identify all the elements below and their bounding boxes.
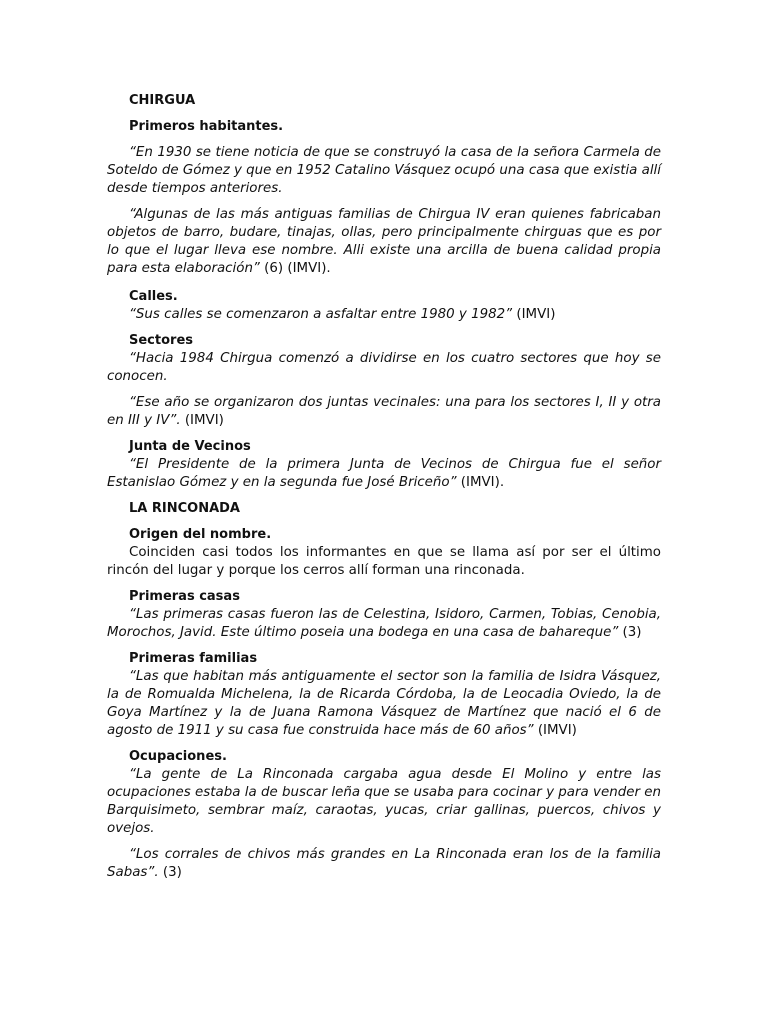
citation-ref: (3)	[618, 625, 642, 640]
heading-origen-del-nombre: Origen del nombre.	[129, 527, 272, 542]
citation-ref: (IMVI)	[533, 723, 577, 738]
citation-ref: (6) (IMVI).	[259, 261, 331, 276]
quote-text: “Las primeras casas fueron las de Celestina, Isidoro, Carmen, Tobias, Cenobia, Morochos, Javid. Este último poseia una bodega en una casa de bahareque”	[107, 607, 661, 640]
quote-text: “Sus calles se comenzaron a asfaltar entre 1980 y 1982”	[129, 307, 513, 322]
paragraph-ocupaciones-2	[107, 846, 661, 882]
paragraph-origen: Coinciden casi todos los informantes en que se llama así por ser el último rincón del lugar y porque los cerros allí forman una rinconada.	[107, 545, 661, 578]
quote-text: “En 1930 se tiene noticia de que se construyó la casa de la señora Carmela de Soteldo de Gómez y que en 1952 Catalino Vásquez ocupó una casa que existia allí desde tiempos anteriores.	[107, 145, 661, 196]
heading-sectores: Sectores	[129, 333, 193, 348]
heading-primeras-familias: Primeras familias	[129, 651, 258, 666]
paragraph-ocupaciones-1	[107, 766, 661, 838]
paragraph-primeras-casas	[107, 606, 661, 642]
quote-text: “Hacia 1984 Chirgua comenzó a dividirse en los cuatro sectores que hoy se conocen.	[107, 351, 661, 384]
heading-primeros-habitantes: Primeros habitantes.	[129, 119, 284, 134]
quote-text: “La gente de La Rinconada cargaba agua desde El Molino y entre las ocupaciones estaba la de buscar leña que se usaba para cocinar y para vender en Barquisimeto, sembrar maíz, caraotas, yucas, criar gallinas, puercos, chivos y ovejos.	[107, 767, 661, 836]
text-column	[107, 92, 661, 882]
heading-ocupaciones: Ocupaciones.	[129, 749, 227, 764]
citation-ref: (IMVI)	[512, 307, 556, 322]
paragraph-primeras-familias	[107, 668, 661, 740]
heading-calles: Calles.	[129, 289, 178, 304]
citation-ref: (IMVI)	[180, 413, 224, 428]
quote-text: “Las que habitan más antiguamente el sector son la familia de Isidra Vásquez, la de Romualda Michelena, la de Ricarda Córdoba, la de Leocadia Oviedo, la de Goya Martínez y la de Juana Ramona Vásquez de Martínez que nació el 6 de agosto de 1911 y su casa fue construida hace más de 60 años”	[107, 669, 661, 738]
paragraph-primeros-habitantes-2	[107, 206, 661, 278]
quote-text: “Algunas de las más antiguas familias de Chirgua IV eran quienes fabricaban objetos de barro, budare, tinajas, ollas, pero principalmente chirguas que es por lo que el lugar lleva ese nombre. Alli existe una arcilla de buena calidad propia para esta elaboración”	[107, 207, 661, 276]
paragraph-calles	[107, 306, 661, 324]
heading-primeras-casas: Primeras casas	[129, 589, 240, 604]
paragraph-junta	[107, 456, 661, 492]
section-title-chirgua: CHIRGUA	[129, 93, 196, 108]
paragraph-sectores-1	[107, 350, 661, 386]
heading-junta-de-vecinos: Junta de Vecinos	[129, 439, 251, 454]
quote-text: “Ese año se organizaron dos juntas vecinales: una para los sectores I, II y otra en III y IV”.	[107, 395, 661, 428]
paragraph-sectores-2	[107, 394, 661, 430]
quote-text: “Los corrales de chivos más grandes en La Rinconada eran los de la familia Sabas”.	[107, 847, 661, 880]
quote-text: “El Presidente de la primera Junta de Vecinos de Chirgua fue el señor Estanislao Gómez y en la segunda fue José Briceño”	[107, 457, 661, 490]
section-title-la-rinconada: LA RINCONADA	[129, 501, 240, 516]
paragraph-primeros-habitantes-1	[107, 144, 661, 198]
citation-ref: (IMVI).	[456, 475, 505, 490]
citation-ref: (3)	[158, 865, 182, 880]
